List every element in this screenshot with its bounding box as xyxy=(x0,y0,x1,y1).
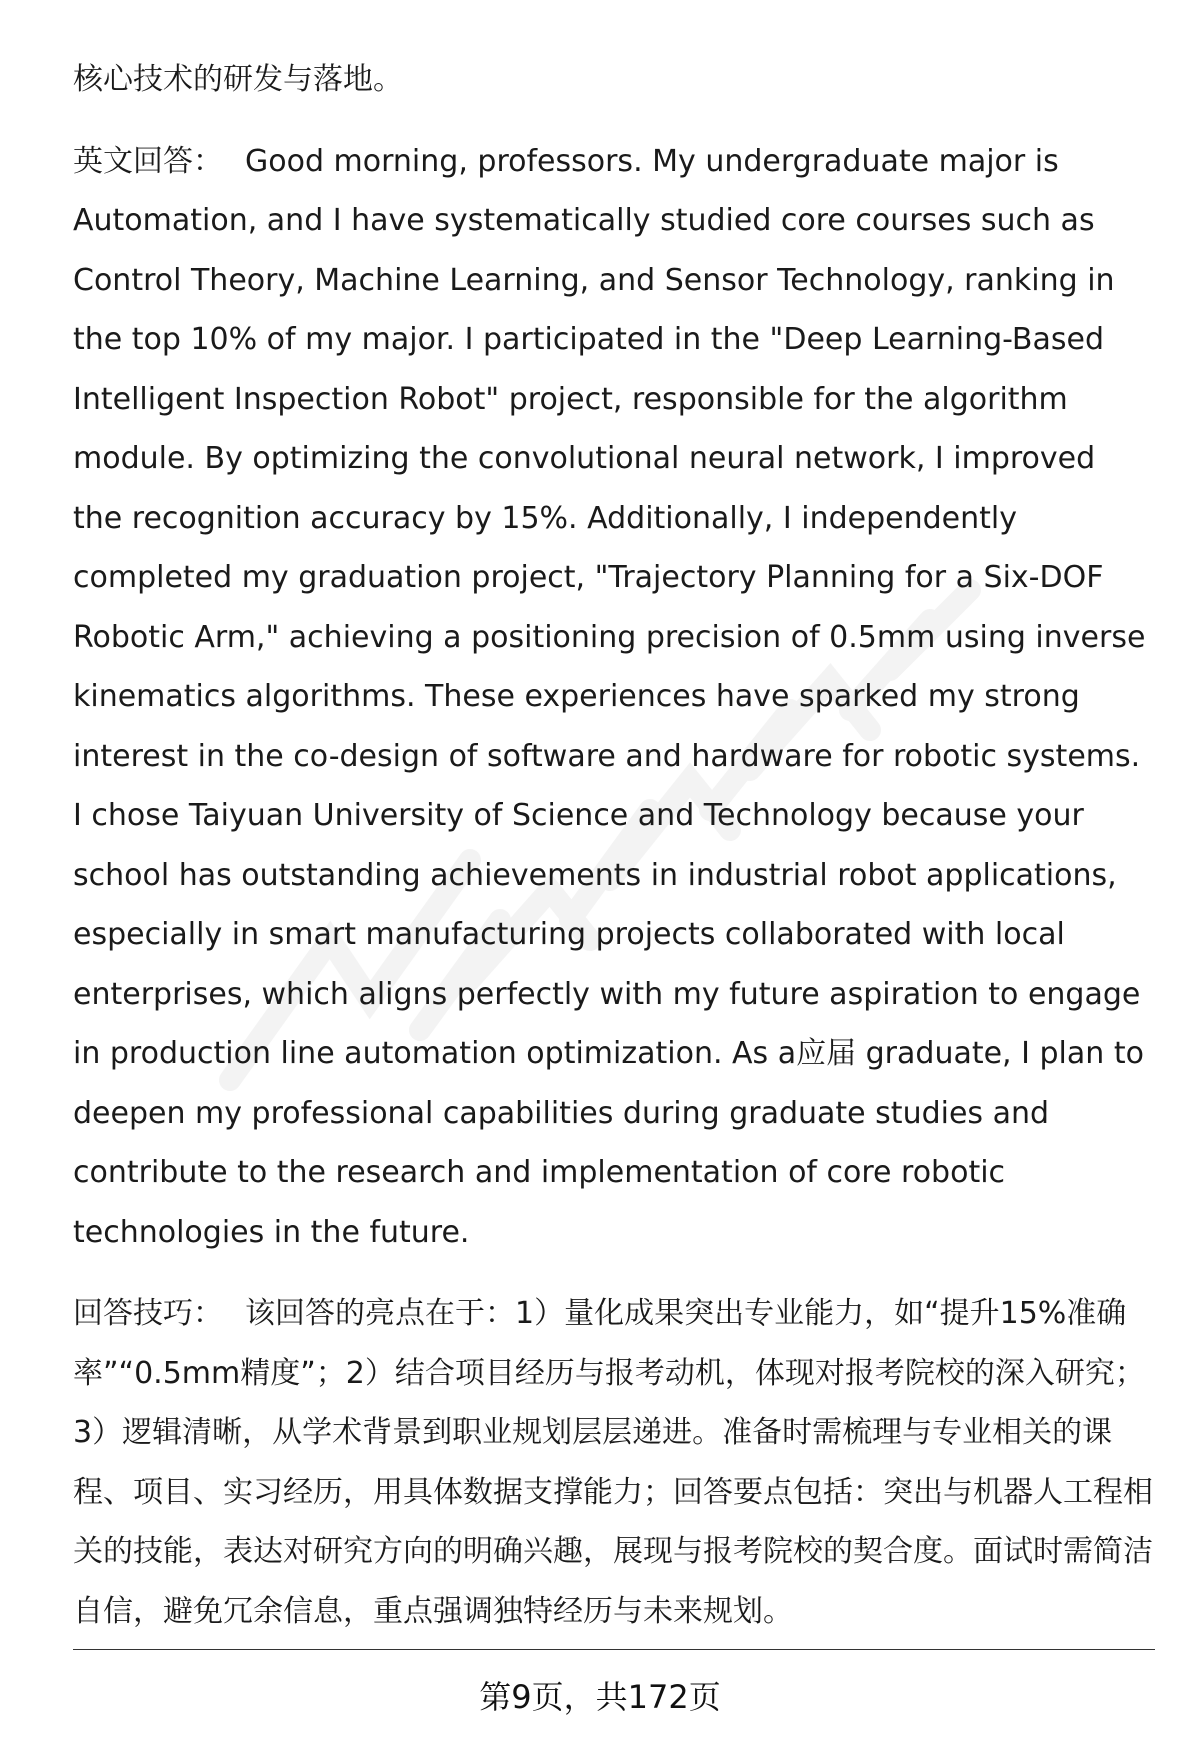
page-number: 第9页，共172页 xyxy=(479,1678,721,1716)
continuation-paragraph: 核心技术的研发与落地。 xyxy=(73,62,403,97)
tips-paragraph xyxy=(73,1284,1153,1641)
footer-divider xyxy=(73,1649,1155,1650)
english-answer-paragraph xyxy=(73,132,1153,1263)
english-answer-label: 英文回答： xyxy=(73,143,223,179)
tips-label: 回答技巧： xyxy=(73,1296,223,1331)
document-body xyxy=(73,50,1153,1641)
tips-text: 该回答的亮点在于：1）量化成果突出专业能力，如“提升15%准确率”“0.5mm精度”；2）结合项目经历与报考动机，体现对报考院校的深入研究；3）逻辑清晰，从学术背景到职业规划层层递进。准备时需梳理与专业相关的课程、项目、实习经历，用具体数据支撑能力；回答要点包括：突出与机器人工程相关的技能，表达对研究方向的明确兴趣，展现与报考院校的契合度。面试时需简洁自信，避免冗余信息，重点强调独特经历与未来规划。 xyxy=(73,1296,1153,1629)
english-answer-text: Good morning, professors. My undergraduate major is Automation, and I have systematically studied core courses such as Control Theory, Machine Learning, and Sensor Technology, ranking in the top 10% of my major. I participated in the "Deep Learning-Based Intelligent Inspection Robot" project, responsible for the algorithm module. By optimizing the convolutional neural network, I improved the recognition accuracy by 15%. Additionally, I independently completed my graduation project, "Trajectory Planning for a Six-DOF Robotic Arm," achieving a positioning precision of 0.5mm using inverse kinematics algorithms. These experiences have sparked my strong interest in the co-design of software and hardware for robotic systems. I chose Taiyuan University of Science and Technology because your school has outstanding achievements in industrial robot applications, especially in smart manufacturing projects collaborated with local enterprises, which aligns perfectly with my future aspiration to engage in production line automation optimization. As a应届 graduate, I plan to deepen my professional capabilities during graduate studies and contribute to the research and implementation of core robotic technologies in the future. xyxy=(73,143,1146,1250)
